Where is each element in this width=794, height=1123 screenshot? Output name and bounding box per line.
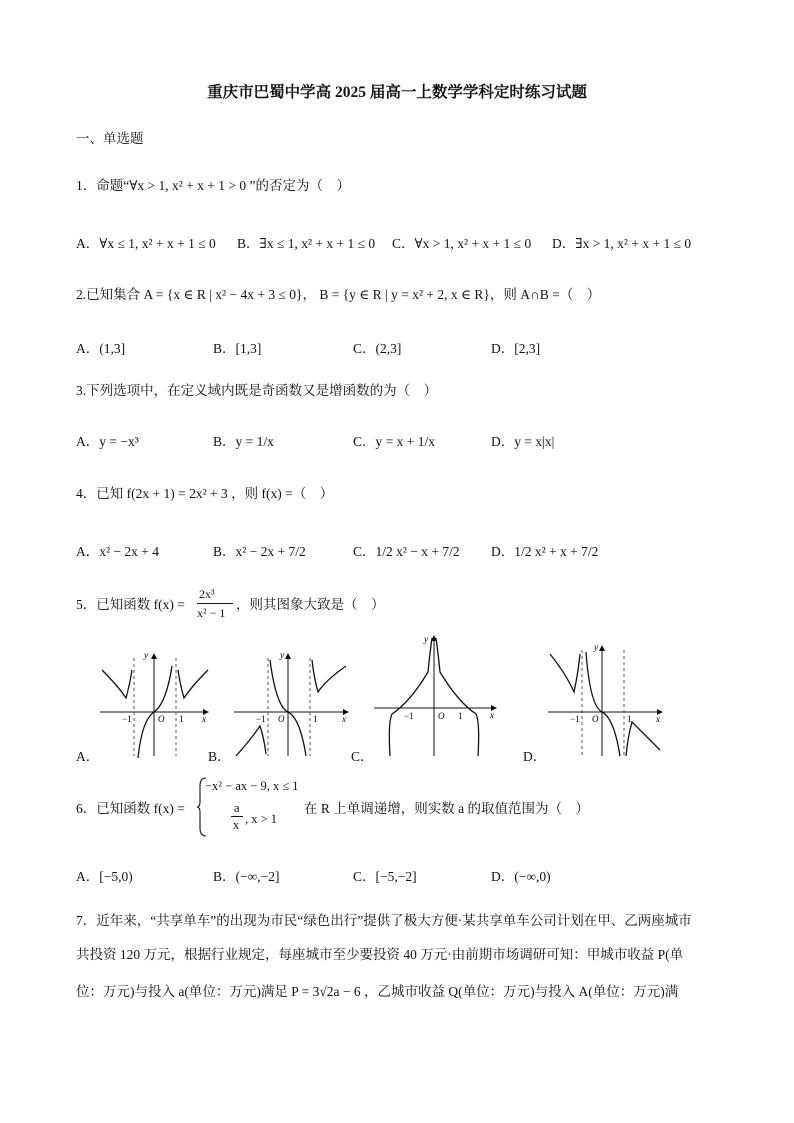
axis-label-y: y (424, 634, 428, 644)
axis-label-x: x (656, 714, 660, 724)
tick-neg1: −1 (122, 714, 132, 724)
q6-option-c: C．[−5,−2] (353, 869, 417, 884)
origin-label: O (438, 711, 445, 721)
q4-stem: 4．已知 f(2x + 1) = 2x² + 3 ，则 f(x) =（ ） (76, 486, 334, 501)
q6-stem-suffix: 在 R 上单调递增，则实数 a 的取值范围为（ ） (304, 801, 589, 816)
section-heading: 一、单选题 (76, 131, 144, 146)
tick-1: 1 (313, 714, 318, 724)
q6-case-1: −x² − ax − 9, x ≤ 1 (205, 779, 299, 793)
q4-option-c: C．1/2 x² − x + 7/2 (353, 544, 460, 559)
q4-option-b: B．x² − 2x + 7/2 (213, 544, 306, 559)
graph-label-b: B． (208, 749, 231, 764)
axis-label-x: x (342, 714, 346, 724)
q3-option-c: C．y = x + 1/x (353, 434, 435, 449)
origin-label: O (278, 714, 285, 724)
q2-option-b: B．[1,3] (213, 341, 262, 356)
q6-case-2-denominator: x (233, 818, 240, 832)
q2-option-d: D．[2,3] (491, 341, 541, 356)
tick-neg1: −1 (256, 714, 266, 724)
q7-line-2: 共投资 120 万元，根据行业规定，每座城市至少要投资 40 万元·由前期市场调研可知：甲城市收益 P(单 (76, 947, 684, 962)
axis-label-y: y (594, 642, 598, 652)
graph-label-c: C． (351, 749, 374, 764)
q2-option-c: C．(2,3] (353, 341, 402, 356)
graph-option-b (230, 648, 354, 760)
q5-stem-suffix: ，则其图象大致是（ ） (236, 597, 385, 612)
q6-case-2-condition: , x > 1 (245, 812, 278, 826)
q7-line-3: 位：万元)与投入 a(单位：万元)满足 P = 3√2a − 6 ，乙城市收益 Q(单位：万元)与投入 A(单位：万元)满 (76, 984, 679, 999)
axis-label-x: x (490, 710, 494, 720)
q5-frac-numerator: 2x³ (199, 587, 215, 601)
q3-option-a: A．y = −x³ (76, 434, 139, 449)
q3-stem: 3.下列选项中，在定义域内既是奇函数又是增函数的为（ ） (76, 383, 438, 398)
axis-label-y: y (280, 650, 284, 660)
graph-option-c (370, 632, 502, 760)
tick-1: 1 (179, 714, 184, 724)
tick-neg1: −1 (404, 711, 414, 721)
axis-label-x: x (202, 714, 206, 724)
axis-label-y: y (144, 650, 148, 660)
q5-frac-bar (197, 603, 233, 604)
q2-option-a: A．(1,3] (76, 341, 126, 356)
q2-stem: 2.已知集合 A = {x ∈ R | x² − 4x + 3 ≤ 0}， B = {y ∈ R | y = x² + 2, x ∈ R}，则 A∩B =（ ） (76, 287, 601, 302)
q5-stem-prefix: 5．已知函数 f(x) = (76, 597, 185, 612)
q4-option-d: D．1/2 x² + x + 7/2 (491, 544, 599, 559)
q1-option-b: B．∃x ≤ 1, x² + x + 1 ≤ 0 (237, 236, 376, 251)
q7-line-1: 7．近年来，“共享单车”的出现为市民“绿色出行”提供了极大方便·某共享单车公司计划在甲、乙两座城市 (76, 913, 692, 928)
graph-option-a (96, 648, 216, 760)
q6-case-2-numerator: a (234, 801, 240, 815)
page-title: 重庆市巴蜀中学高 2025 届高一上数学学科定时练习试题 (207, 84, 587, 101)
q4-option-a: A．x² − 2x + 4 (76, 544, 160, 559)
q6-option-a: A．[−5,0) (76, 869, 133, 884)
q3-option-b: B．y = 1/x (213, 434, 274, 449)
q1-option-a: A．∀x ≤ 1, x² + x + 1 ≤ 0 (76, 236, 216, 251)
origin-label: O (592, 714, 599, 724)
tick-neg1: −1 (570, 714, 580, 724)
q5-frac-denominator: x² − 1 (197, 606, 226, 620)
graph-label-d: D． (523, 749, 547, 764)
tick-1: 1 (627, 714, 632, 724)
origin-label: O (158, 714, 165, 724)
q3-option-d: D．y = x|x| (491, 434, 555, 449)
q1-option-d: D．∃x > 1, x² + x + 1 ≤ 0 (552, 236, 692, 251)
q6-option-d: D．(−∞,0) (491, 869, 551, 884)
tick-1: 1 (458, 711, 463, 721)
graph-option-d (544, 640, 668, 760)
graph-label-a: A． (76, 749, 100, 764)
q1-option-c: C．∀x > 1, x² + x + 1 ≤ 0 (392, 236, 532, 251)
q6-case-2-bar (231, 816, 243, 817)
q1-stem: 1．命题“∀x > 1, x² + x + 1 > 0 ”的否定为（ ） (76, 178, 351, 193)
q6-stem-prefix: 6．已知函数 f(x) = (76, 801, 185, 816)
q6-option-b: B．(−∞,−2] (213, 869, 280, 884)
